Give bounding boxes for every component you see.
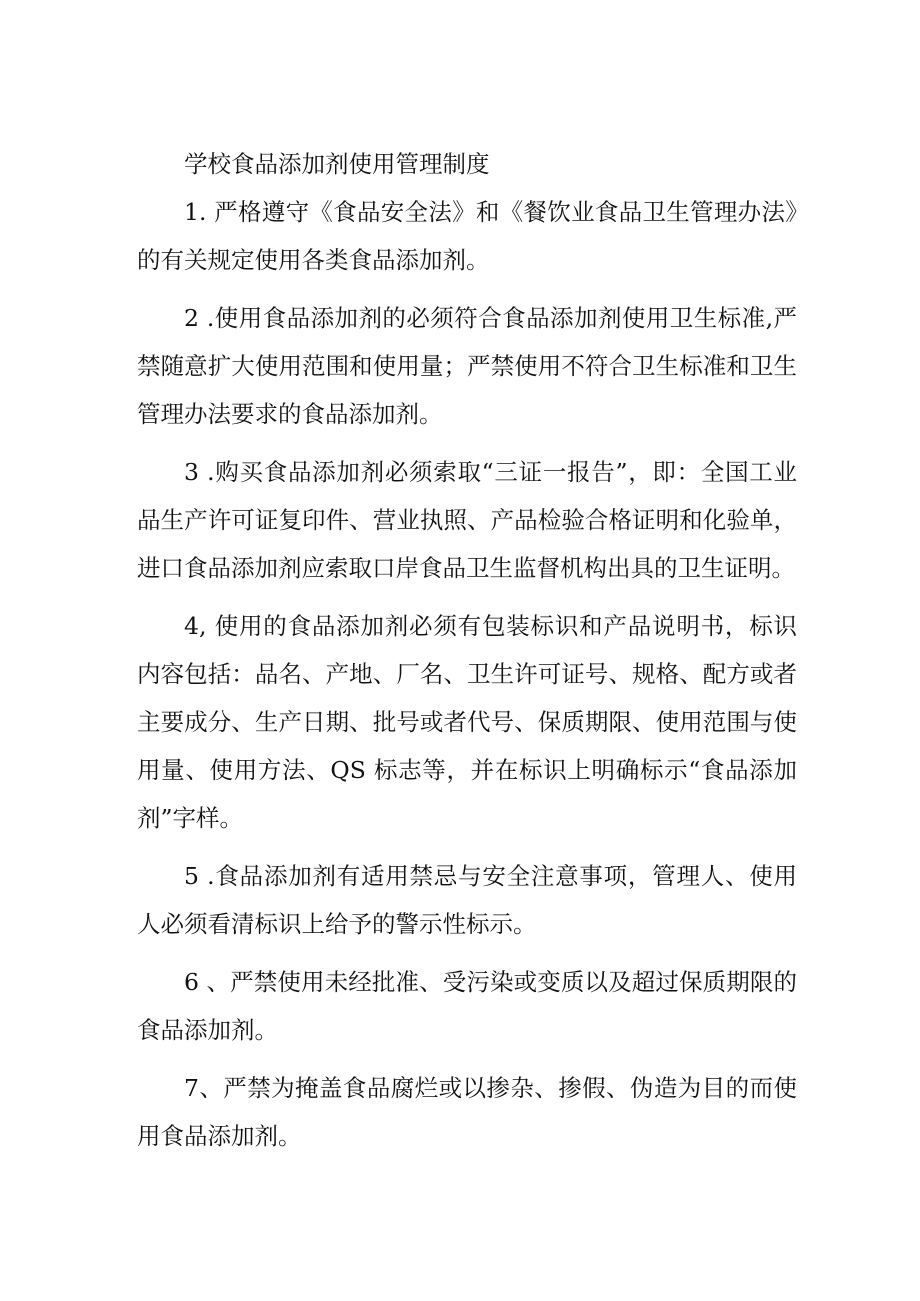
document-body (137, 140, 797, 1170)
document-title: 学校食品添加剂使用管理制度 (184, 150, 490, 178)
paragraph-4: 4, 使用的食品添加剂必须有包装标识和产品说明书，标识内容包括：品名、产地、厂名、卫生许可证号、规格、配方或者主要成分、生产日期、批号或者代号、保质期限、使用范围与使用量、使用方法、QS 标志等，并在标识上明确标示“食品添加剂”字样。 (137, 612, 797, 832)
paragraph-1: 1. 严格遵守《食品安全法》和《餐饮业食品卫生管理办法》的有关规定使用各类食品添加剂。 (137, 198, 797, 274)
paragraph-6: 6 、严禁使用未经批准、受污染或变质以及超过保质期限的食品添加剂。 (137, 968, 797, 1044)
paragraph-7: 7、严禁为掩盖食品腐烂或以掺杂、掺假、伪造为目的而使用食品添加剂。 (137, 1074, 797, 1150)
paragraph-5: 5 .食品添加剂有适用禁忌与安全注意事项，管理人、使用人必须看清标识上给予的警示性标示。 (137, 862, 797, 938)
paragraph-2: 2 .使用食品添加剂的必须符合食品添加剂使用卫生标准,严禁随意扩大使用范围和使用量；严禁使用不符合卫生标准和卫生管理办法要求的食品添加剂。 (137, 304, 797, 428)
paragraph-3: 3 .购买食品添加剂必须索取“三证一报告”，即：全国工业品生产许可证复印件、营业执照、产品检验合格证明和化验单，进口食品添加剂应索取口岸食品卫生监督机构出具的卫生证明。 (137, 458, 797, 582)
